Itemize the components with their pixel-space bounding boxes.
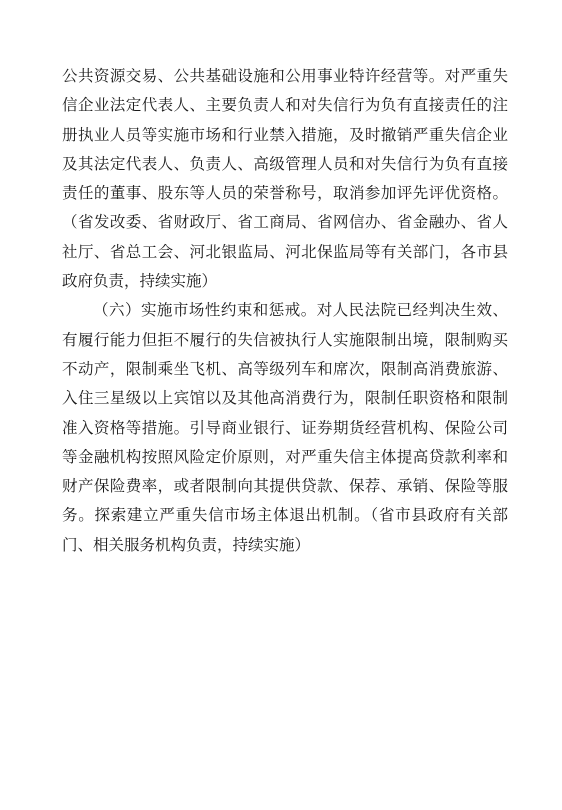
section-heading-line: （六）实施市场性约束和惩戒。对人民法院已经判决生效、 bbox=[93, 301, 508, 320]
text-line: 等金融机构按照风险定价原则，对严重失信主体提高贷款利率和 bbox=[62, 447, 508, 466]
text-line: 门、相关服务机构负责，持续实施） bbox=[62, 535, 311, 554]
text-line: 社厅、省总工会、河北银监局、河北保监局等有关部门，各市县 bbox=[62, 242, 508, 261]
text-line: 及其法定代表人、负责人、高级管理人员和对失信行为负有直接 bbox=[62, 154, 508, 173]
body-text bbox=[62, 62, 508, 560]
text-line: （省发改委、省财政厅、省工商局、省网信办、省金融办、省人 bbox=[62, 213, 508, 232]
paragraph-2 bbox=[62, 296, 508, 560]
text-line: 册执业人员等实施市场和行业禁入措施，及时撤销严重失信企业 bbox=[62, 125, 508, 144]
text-line: 不动产，限制乘坐飞机、高等级列车和席次，限制高消费旅游、 bbox=[62, 359, 508, 378]
text-line: 务。探索建立严重失信市场主体退出机制。（省市县政府有关部 bbox=[62, 506, 508, 525]
text-line: 财产保险费率，或者限制向其提供贷款、保荐、承销、保险等服 bbox=[62, 477, 508, 496]
text-line: 信企业法定代表人、主要负责人和对失信行为负有直接责任的注 bbox=[62, 96, 508, 115]
text-line: 准入资格等措施。引导商业银行、证券期货经营机构、保险公司 bbox=[62, 418, 508, 437]
text-line: 入住三星级以上宾馆以及其他高消费行为，限制任职资格和限制 bbox=[62, 389, 508, 408]
text-line: 有履行能力但拒不履行的失信被执行人实施限制出境，限制购买 bbox=[62, 330, 508, 349]
paragraph-1 bbox=[62, 62, 508, 296]
text-line: 公共资源交易、公共基础设施和公用事业特许经营等。对严重失 bbox=[62, 67, 508, 85]
text-line: 政府负责，持续实施） bbox=[62, 272, 218, 291]
text-line: 责任的董事、股东等人员的荣誉称号，取消参加评先评优资格。 bbox=[62, 184, 508, 203]
